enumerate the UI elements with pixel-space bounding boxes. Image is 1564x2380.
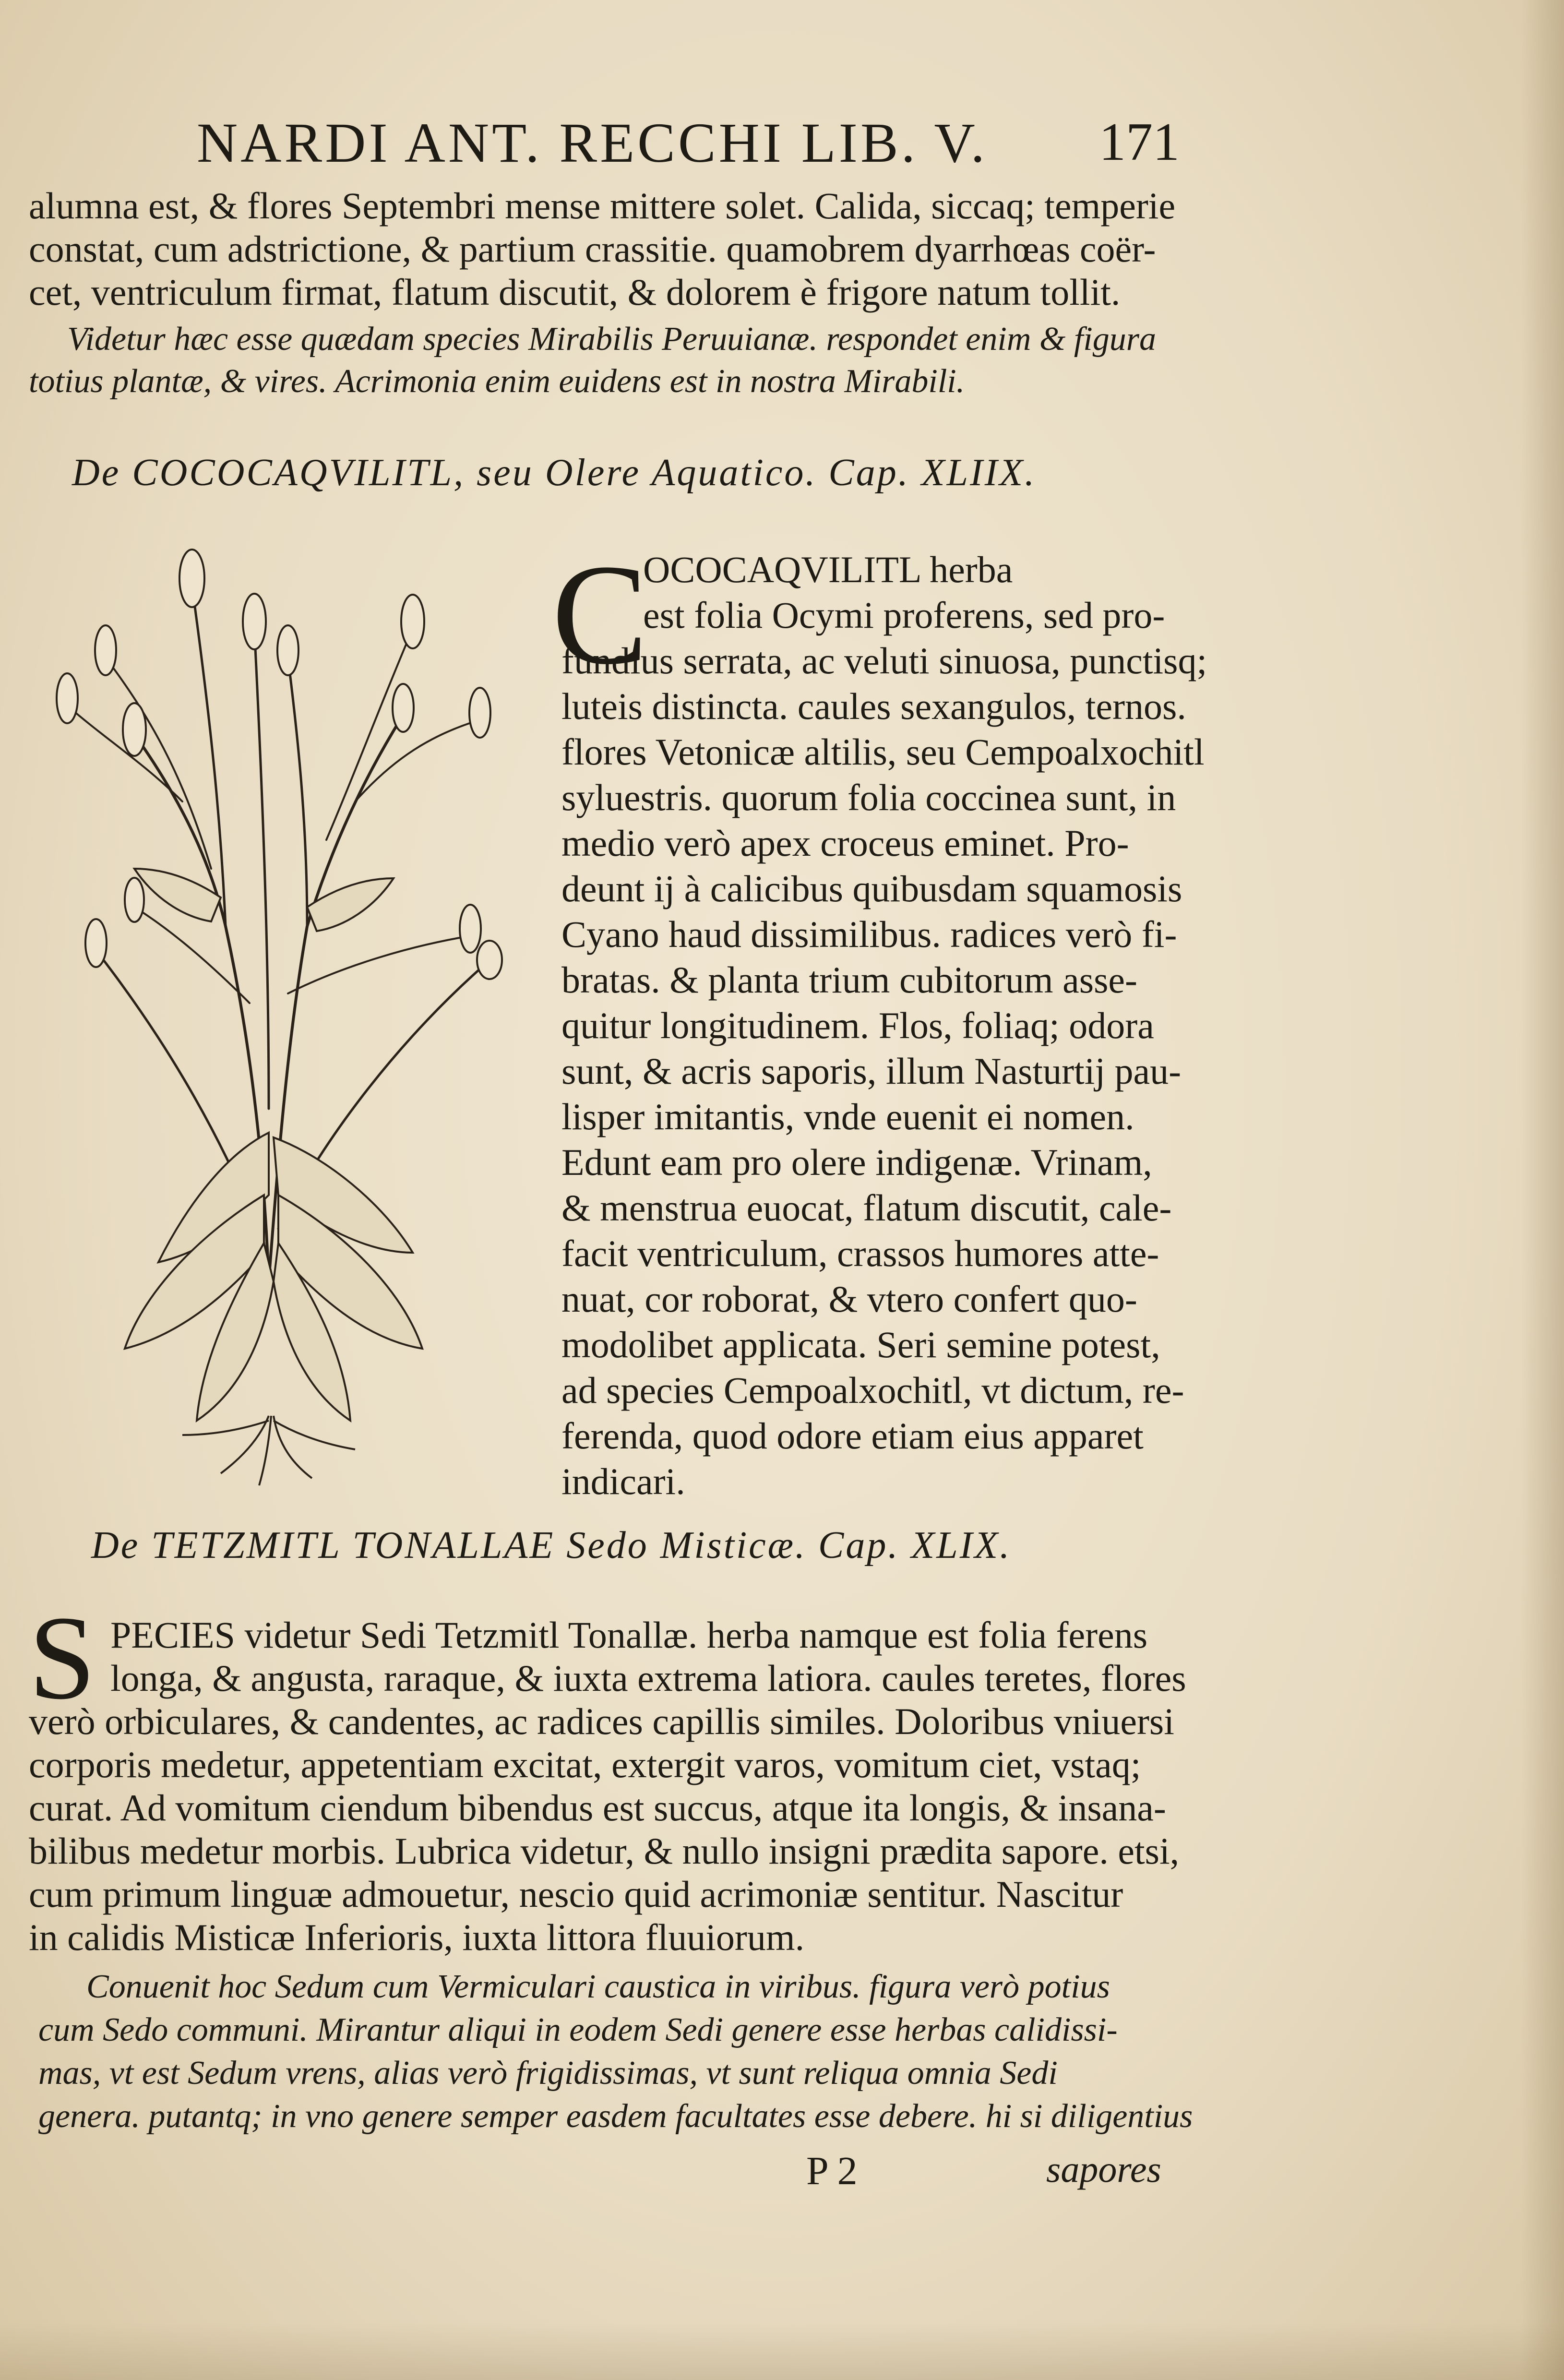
catchword: sapores (1046, 2148, 1161, 2190)
text-line: corporis medetur, appetentiam excitat, extergit varos, vomitum ciet, vstaq; (29, 1744, 1141, 1785)
text-line: sunt, & acris saporis, illum Nasturtij pau- (561, 1050, 1182, 1092)
note-line: genera. putantq; in vno genere semper easdem facultates esse debere. hi si diligentius (38, 2098, 1193, 2135)
text-line: facit ventriculum, crassos humores atte- (561, 1232, 1159, 1274)
text-line: ferenda, quod odore etiam eius apparet (561, 1415, 1144, 1457)
text-line: cum primum linguæ admouetur, nescio quid acrimoniæ sentitur. Nascitur (29, 1873, 1123, 1915)
text-line: curat. Ad vomitum ciendum bibendus est succus, atque ita longis, & insana- (29, 1787, 1166, 1829)
text-line: verò orbiculares, & candentes, ac radices capillis similes. Doloribus vniuersi (29, 1700, 1174, 1742)
text-line: indicari. (561, 1460, 685, 1502)
text-line: alumna est, & flores Septembri mense mittere solet. Calida, siccaq; temperie (29, 185, 1176, 227)
text-line: constat, cum adstrictione, & partium crassitie. quamobrem dyarrhœas coër- (29, 228, 1156, 270)
page-edge-shadow (1521, 0, 1564, 2380)
text-line: OCOCAQVILITL herba (643, 549, 1013, 590)
chapter-heading-cococaqvilitl: De COCOCAQVILITL, seu Olere Aquatico. Cap. XLIIX. (72, 452, 1037, 494)
text-line: nuat, cor roborat, & vtero confert quo- (561, 1278, 1137, 1320)
text-line: PECIES videtur Sedi Tetzmitl Tonallæ. herba namque est folia ferens (110, 1614, 1148, 1656)
text-line: luteis distincta. caules sexangulos, ternos. (561, 685, 1186, 727)
signature-mark: P 2 (806, 2149, 858, 2193)
text-line: cet, ventriculum firmat, flatum discutit, & dolorem è frigore natum tollit. (29, 271, 1121, 313)
text-line: in calidis Misticæ Inferioris, iuxta littora fluuiorum. (29, 1916, 805, 1958)
text-line: quitur longitudinem. Flos, foliaq; odora (561, 1005, 1154, 1046)
text-line: deunt ij à calicibus quibusdam squamosis (561, 868, 1182, 909)
note-line: Videtur hæc esse quædam species Mirabilis Peruuianæ. respondet enim & figura (67, 321, 1156, 358)
text-line: modolibet applicata. Seri semine potest, (561, 1324, 1160, 1365)
note-line: cum Sedo communi. Mirantur aliqui in eodem Sedi genere esse herbas calidissi- (38, 2011, 1118, 2048)
text-line: lisper imitantis, vnde euenit ei nomen. (561, 1096, 1134, 1137)
text-line: fundius serrata, ac veluti sinuosa, punctisq; (561, 640, 1207, 682)
text-line: bilibus medetur morbis. Lubrica videtur, & nullo insigni prædita sapore. etsi, (29, 1830, 1180, 1872)
text-line: ad species Cempoalxochitl, vt dictum, re- (561, 1369, 1184, 1411)
drop-cap-s: S (29, 1591, 96, 1724)
chapter-heading-tetzmitl: De TETZMITL TONALLAE Sedo Misticæ. Cap. XLIX. (91, 1524, 1012, 1567)
note-line: totius plantæ, & vires. Acrimonia enim euidens est in nostra Mirabili. (29, 363, 965, 400)
note-line: mas, vt est Sedum vrens, alias verò frigidissimas, vt sunt reliqua omnia Sedi (38, 2055, 1058, 2092)
text-line: & menstrua euocat, flatum discutit, cale- (561, 1187, 1172, 1229)
text-line: longa, & angusta, raraque, & iuxta extrema latiora. caules teretes, flores (110, 1657, 1186, 1699)
text-line: Edunt eam pro olere indigenæ. Vrinam, (561, 1141, 1152, 1183)
text-line: medio verò apex croceus eminet. Pro- (561, 822, 1129, 864)
drop-cap-c: C (552, 535, 648, 694)
text-line: est folia Ocymi proferens, sed pro- (643, 594, 1165, 636)
text-line: Cyano haud dissimilibus. radices verò fi- (561, 913, 1177, 955)
page-bottom-shadow (0, 2322, 1564, 2380)
text-line: syluestris. quorum folia coccinea sunt, in (561, 777, 1176, 818)
text-line: bratas. & planta trium cubitorum asse- (561, 959, 1138, 1001)
folio-number: 171 (1099, 112, 1180, 172)
plant-woodcut-illustration (38, 533, 537, 1488)
note-line: Conuenit hoc Sedum cum Vermiculari caustica in viribus. figura verò potius (86, 1968, 1110, 2005)
running-head: NARDI ANT. RECCHI LIB. V. (197, 111, 988, 174)
text-line: flores Vetonicæ altilis, seu Cempoalxochitl (561, 731, 1205, 773)
